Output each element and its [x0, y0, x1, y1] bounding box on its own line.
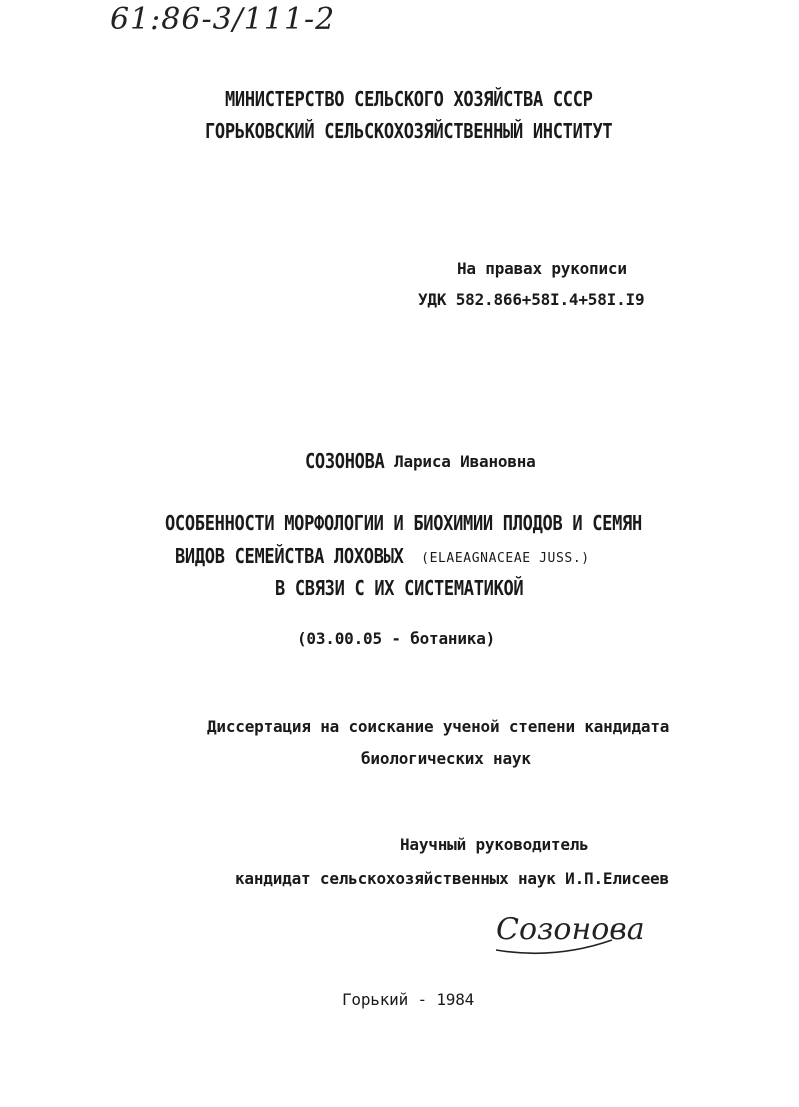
handwritten-signature: Созонова: [496, 912, 645, 947]
supervisor-label: Научный руководитель: [400, 835, 589, 854]
institute-header: ГОРЬКОВСКИЙ СЕЛЬСКОХОЗЯЙСТВЕННЫЙ ИНСТИТУТ: [205, 120, 613, 144]
dissertation-line-1: Диссертация на соискание ученой степени кандидата: [207, 717, 670, 736]
supervisor-name: кандидат сельскохозяйственных наук И.П.Елисеев: [235, 869, 669, 888]
title-latin-name: (ELAEAGNACEAE JUSS.): [421, 551, 590, 566]
city-year: Горький - 1984: [342, 990, 475, 1009]
udc-code: УДК 582.866+58I.4+58I.I9: [418, 290, 645, 309]
author-surname: СОЗОНОВА: [305, 450, 385, 474]
title-line-1: ОСОБЕННОСТИ МОРФОЛОГИИ И БИОХИМИИ ПЛОДОВ И СЕМЯН: [165, 512, 642, 536]
archive-mark: 61:86-3/111-2: [110, 2, 336, 37]
title-line-2: [175, 547, 590, 567]
ministry-header: МИНИСТЕРСТВО СЕЛЬСКОГО ХОЗЯЙСТВА СССР: [225, 88, 593, 112]
manuscript-rights: На правах рукописи: [457, 259, 627, 278]
dissertation-line-2: биологических наук: [361, 749, 531, 768]
author-given-name: Лариса Ивановна: [394, 452, 536, 471]
title-line-3: В СВЯЗИ С ИХ СИСТЕМАТИКОЙ: [275, 577, 524, 601]
author-name: [305, 452, 536, 472]
title-line-2-text: ВИДОВ СЕМЕЙСТВА ЛОХОВЫХ: [175, 545, 404, 569]
signature-flourish: [492, 928, 622, 958]
specialty-code: (03.00.05 - ботаника): [297, 629, 496, 648]
